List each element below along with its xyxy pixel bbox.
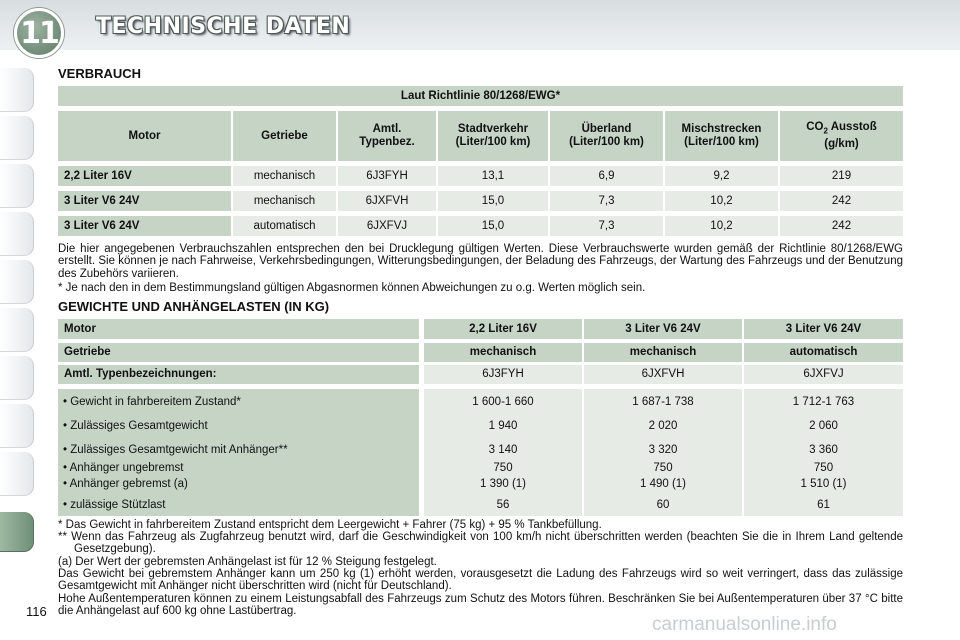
weights-header-value: automatisch [744, 343, 903, 362]
row-type: 6JXFVH [338, 191, 436, 211]
weights-note: Das Gewicht bei gebremstem Anhänger kann um 250 kg (1) erhöht werden, vorausgesetzt die Ladung des Fahrzeugs wird so weit verringert, dass das zulässige Gesamtgewicht mit Anhänger nicht überschritten wird (nicht für Deutschland). [58, 568, 903, 593]
chapter-title: TECHNISCHE DATEN [96, 14, 351, 39]
chapter-tab[interactable] [0, 68, 34, 112]
weight-value: 3 140 [488, 444, 518, 456]
row-co2: 242 [780, 191, 903, 211]
row-extra-urban: 7,3 [550, 216, 663, 236]
co2-suffix: Ausstoß [827, 121, 877, 134]
header-line: (g/km) [824, 137, 859, 150]
weights-header-value: mechanisch [424, 343, 582, 362]
page-number: 116 [26, 604, 47, 619]
weight-value: 1 490 (1) [639, 478, 687, 490]
chapter-tab[interactable] [0, 308, 34, 352]
row-urban: 15,0 [438, 216, 548, 236]
chapter-tab[interactable] [0, 404, 34, 448]
weights-note: Hohe Außentemperaturen können zu einem Leistungsabfall des Fahrzeugs zum Schutz des Motors führen. Beschränken Sie bei Außentemperaturen über 37 °C bitte die Anhängelast auf 600 kg ohne Lastübertrag. [58, 593, 903, 618]
row-motor: 3 Liter V6 24V [58, 191, 231, 211]
weight-value: 1 600-1 660 [472, 396, 534, 408]
row-type: 6J3FYH [338, 166, 436, 186]
weight-item-label: • Anhänger gebremst (a) [63, 478, 188, 490]
chapter-tab-active[interactable] [0, 512, 34, 552]
weight-value: 61 [817, 499, 830, 511]
row-combined: 10,2 [665, 216, 778, 236]
weight-item-label: • Anhänger ungebremst [63, 462, 184, 474]
weight-value: 750 [493, 462, 513, 474]
weights-header-label: Motor [58, 319, 419, 339]
row-co2: 219 [780, 166, 903, 186]
weight-item-label: • Zulässiges Gesamtgewicht [63, 420, 208, 432]
header-line: (Liter/100 km) [569, 136, 644, 148]
header-line: Überland [581, 123, 632, 135]
row-co2: 242 [780, 216, 903, 236]
weight-value: 60 [656, 499, 670, 511]
weights-type-value: 6JXFVJ [744, 365, 903, 384]
row-gearbox: automatisch [233, 216, 336, 236]
row-motor: 3 Liter V6 24V [58, 216, 231, 236]
chapter-number-badge [14, 8, 64, 58]
header-line: Stadtverkehr [457, 123, 529, 135]
row-combined: 9,2 [665, 166, 778, 186]
chapter-tab[interactable] [0, 164, 34, 208]
row-urban: 13,1 [438, 166, 548, 186]
weights-note: (a) Der Wert der gebremsten Anhängelast ist für 12 % Steigung festgelegt. [58, 556, 437, 568]
weight-item-label: • zulässige Stützlast [63, 499, 166, 511]
weights-header-value: 3 Liter V6 24V [744, 319, 903, 339]
weights-header-value: 3 Liter V6 24V [584, 319, 742, 339]
row-urban: 15,0 [438, 191, 548, 211]
weight-value: 1 390 (1) [479, 478, 527, 490]
weight-value: 750 [653, 462, 673, 474]
weight-value: 1 687-1 738 [632, 396, 694, 408]
weight-item-label: • Zulässiges Gesamtgewicht mit Anhänger** [63, 444, 288, 456]
weight-value: 2 060 [809, 420, 838, 432]
weight-value: 750 [813, 462, 834, 474]
chapter-number: 11 [20, 15, 58, 51]
consumption-section-title: VERBRAUCH [58, 66, 142, 81]
consumption-footnote: * Je nach den in dem Bestimmungsland gültigen Abgasnormen können Abweichungen zu o.g. Werten möglich sein. [58, 282, 646, 294]
watermark: carmanualsonline.info [652, 614, 837, 635]
weight-value: 3 360 [809, 444, 838, 456]
chapter-tab[interactable] [0, 116, 34, 160]
weights-note: ** Wenn das Fahrzeug als Zugfahrzeug benutzt wird, darf die Geschwindigkeit von 100 km/h nicht überschritten werden (beachten Sie die in Ihrem Land geltende Gesetzgebung). [58, 531, 903, 556]
row-combined: 10,2 [665, 191, 778, 211]
weight-value: 1 510 (1) [800, 478, 847, 490]
row-motor: 2,2 Liter 16V [58, 166, 231, 186]
chapter-tab[interactable] [0, 452, 34, 496]
chapter-tabs [0, 60, 38, 640]
weights-header-value: 2,2 Liter 16V [424, 319, 582, 339]
row-extra-urban: 6,9 [550, 166, 663, 186]
consumption-note: Die hier angegebenen Verbrauchszahlen entsprechen den bei Drucklegung gültigen Werten. Diese Verbrauchswerte wurden gemäß der Richtlinie 80/1268/EWG erstellt. Sie können je nach Fahrweise, Verkehrsbedingungen, Witterungsbedingungen, der Beladung des Fahrzeugs, der Wartung des Fahrzeugs und der Benutzung des Zubehörs variieren. [58, 243, 903, 280]
weights-header-value: mechanisch [584, 343, 742, 362]
weight-value: 2 020 [648, 420, 678, 432]
col-header-gearbox: Getriebe [233, 111, 336, 161]
weights-section-title: GEWICHTE UND ANHÄNGELASTEN (IN KG) [58, 299, 330, 314]
row-extra-urban: 7,3 [550, 191, 663, 211]
weights-type-value: 6J3FYH [424, 365, 582, 384]
weight-value: 1 940 [488, 420, 518, 432]
chapter-tab[interactable] [0, 356, 34, 400]
chapter-tab[interactable] [0, 212, 34, 256]
row-gearbox: mechanisch [233, 166, 336, 186]
weights-note: * Das Gewicht in fahrbereitem Zustand entspricht dem Leergewicht + Fahrer (75 kg) + 95 % Tankbefüllung. [58, 519, 602, 531]
weight-value: 56 [496, 499, 510, 511]
row-type: 6JXFVJ [338, 216, 436, 236]
chapter-tab[interactable] [0, 260, 34, 304]
co2-prefix: CO [806, 121, 824, 134]
col-header-motor: Motor [58, 111, 231, 161]
weight-item-label: • Gewicht in fahrbereitem Zustand* [63, 396, 241, 408]
weight-value: 1 712-1 763 [792, 396, 855, 408]
weights-header-label: Getriebe [58, 343, 419, 362]
row-gearbox: mechanisch [233, 191, 336, 211]
header-line: Mischstrecken [681, 123, 762, 135]
header-line: Amtl. [372, 123, 402, 135]
header-line: (Liter/100 km) [684, 136, 759, 148]
header-line: (Liter/100 km) [455, 136, 531, 148]
weights-header-label: Amtl. Typenbezeichnungen: [58, 365, 419, 384]
weights-type-value: 6JXFVH [584, 365, 742, 384]
directive-header: Laut Richtlinie 80/1268/EWG* [58, 86, 903, 106]
weight-value: 3 320 [648, 444, 678, 456]
co2-subscript: 2 [823, 126, 828, 136]
header-line: Typenbez. [359, 136, 415, 148]
